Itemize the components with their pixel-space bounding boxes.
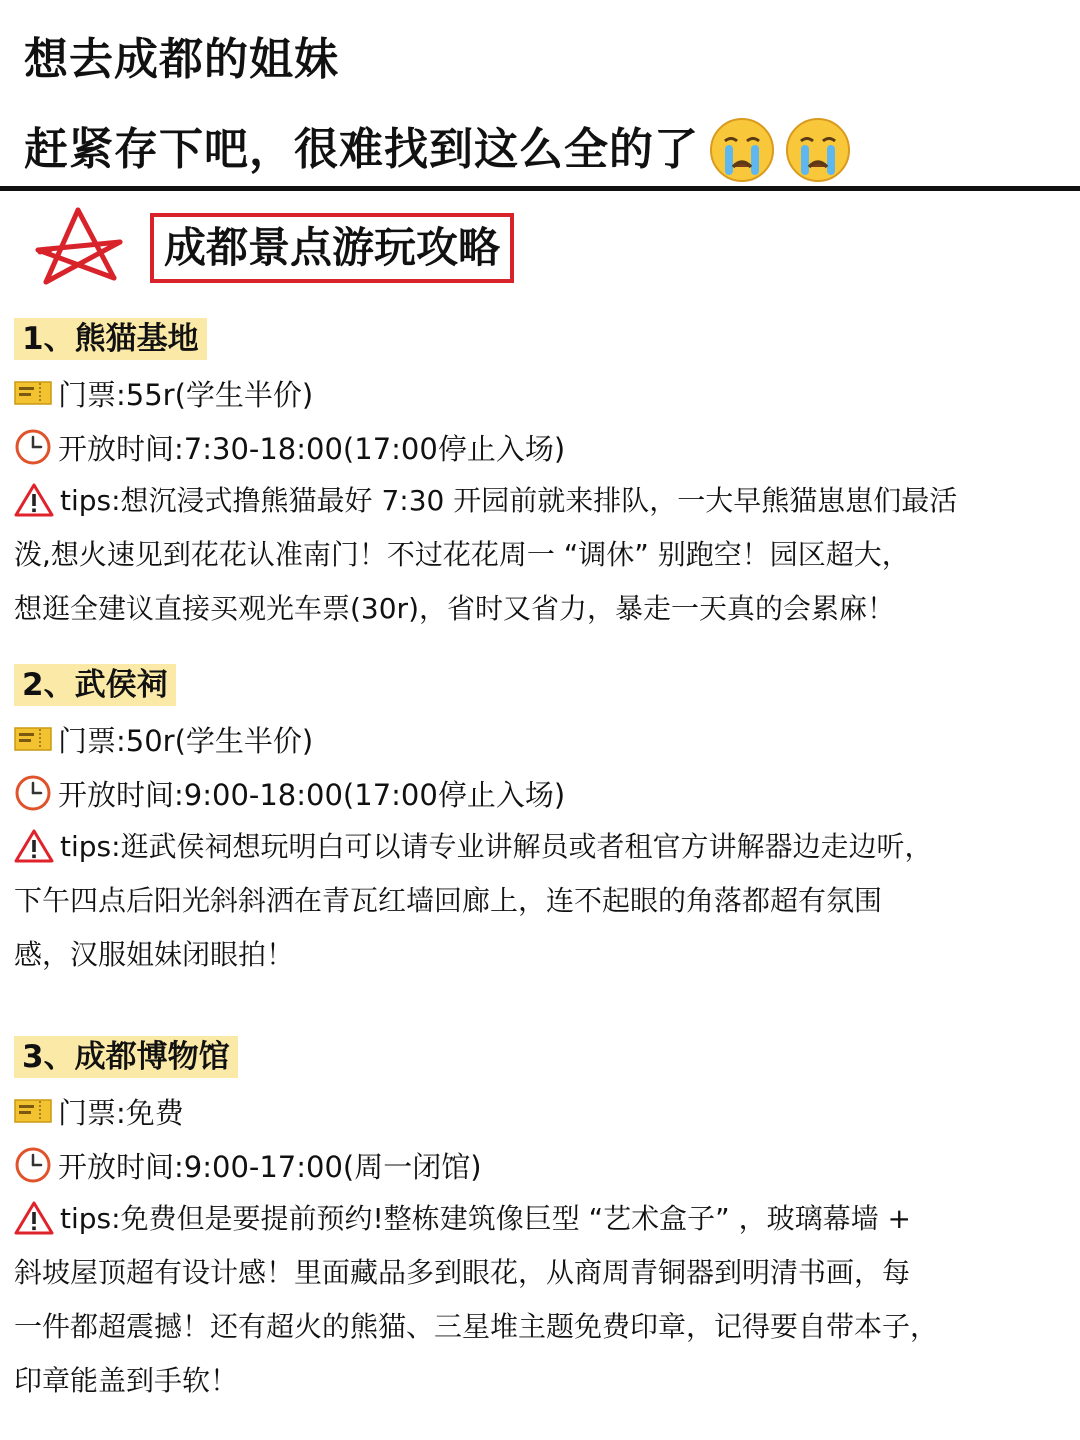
tips-line: tips:想沉浸式撸熊猫最好 7:30 开园前就来排队，一大早熊猫崽崽们最活 xyxy=(60,484,958,517)
hours-row xyxy=(14,420,1070,474)
tips-line: 印章能盖到手软！ xyxy=(14,1364,239,1397)
header-line-1: 想去成都的姐妹 xyxy=(24,34,339,85)
header xyxy=(24,28,1064,182)
tips-block xyxy=(14,1192,1070,1408)
page-title: 成都景点游玩攻略 xyxy=(150,213,514,283)
opening-hours: 开放时间:9:00-17:00(周一闭馆) xyxy=(58,1149,482,1184)
header-line-2: 赶紧存下吧，很难找到这么全的了 xyxy=(24,124,699,175)
clock-icon xyxy=(14,774,52,812)
star-icon xyxy=(28,202,128,294)
clock-icon xyxy=(14,1146,52,1184)
section-title: 2、武侯祠 xyxy=(14,664,176,706)
header-line-2-row xyxy=(24,118,1064,182)
ticket-row xyxy=(14,366,1070,420)
warning-icon xyxy=(14,1200,54,1236)
warning-icon xyxy=(14,828,54,864)
clock-icon xyxy=(14,428,52,466)
section-panda-base xyxy=(14,318,1070,636)
crying-face-icon xyxy=(709,117,775,183)
section-wuhou-temple xyxy=(14,664,1070,982)
ticket-price: 门票:50r(学生半价) xyxy=(58,723,314,758)
tips-line: tips:免费但是要提前预约!整栋建筑像巨型 “艺术盒子” ，玻璃幕墙 + xyxy=(60,1202,911,1235)
header-divider xyxy=(0,186,1080,191)
section-title: 3、成都博物馆 xyxy=(14,1036,238,1078)
tips-line: 斜坡屋顶超有设计感！里面藏品多到眼花，从商周青铜器到明清书画，每 xyxy=(14,1256,911,1289)
ticket-icon xyxy=(14,727,52,751)
tips-line: 下午四点后阳光斜斜洒在青瓦红墙回廊上，连不起眼的角落都超有氛围 xyxy=(14,884,883,917)
ticket-row xyxy=(14,712,1070,766)
tips-block xyxy=(14,474,1070,636)
ticket-row xyxy=(14,1084,1070,1138)
hours-row xyxy=(14,1138,1070,1192)
ticket-icon xyxy=(14,381,52,405)
tips-line: 想逛全建议直接买观光车票(30r)，省时又省力，暴走一天真的会累麻！ xyxy=(14,592,895,625)
section-title: 1、熊猫基地 xyxy=(14,318,207,360)
ticket-icon xyxy=(14,1099,52,1123)
tips-line: 感，汉服姐妹闭眼拍！ xyxy=(14,938,295,971)
ticket-price: 门票:免费 xyxy=(58,1095,184,1130)
tips-line: tips:逛武侯祠想玩明白可以请专业讲解员或者租官方讲解器边走边听， xyxy=(60,830,933,863)
warning-icon xyxy=(14,482,54,518)
tips-line: 一件都超震撼！还有超火的熊猫、三星堆主题免费印章，记得要自带本子， xyxy=(14,1310,939,1343)
tips-line: 泼,想火速见到花花认准南门！不过花花周一 “调休” 别跑空！园区超大， xyxy=(14,538,910,571)
hours-row xyxy=(14,766,1070,820)
ticket-price: 门票:55r(学生半价) xyxy=(58,377,314,412)
section-chengdu-museum xyxy=(14,1036,1070,1408)
tips-block xyxy=(14,820,1070,982)
title-row xyxy=(28,200,514,296)
opening-hours: 开放时间:9:00-18:00(17:00停止入场) xyxy=(58,777,566,812)
opening-hours: 开放时间:7:30-18:00(17:00停止入场) xyxy=(58,431,566,466)
crying-face-icon xyxy=(785,117,851,183)
